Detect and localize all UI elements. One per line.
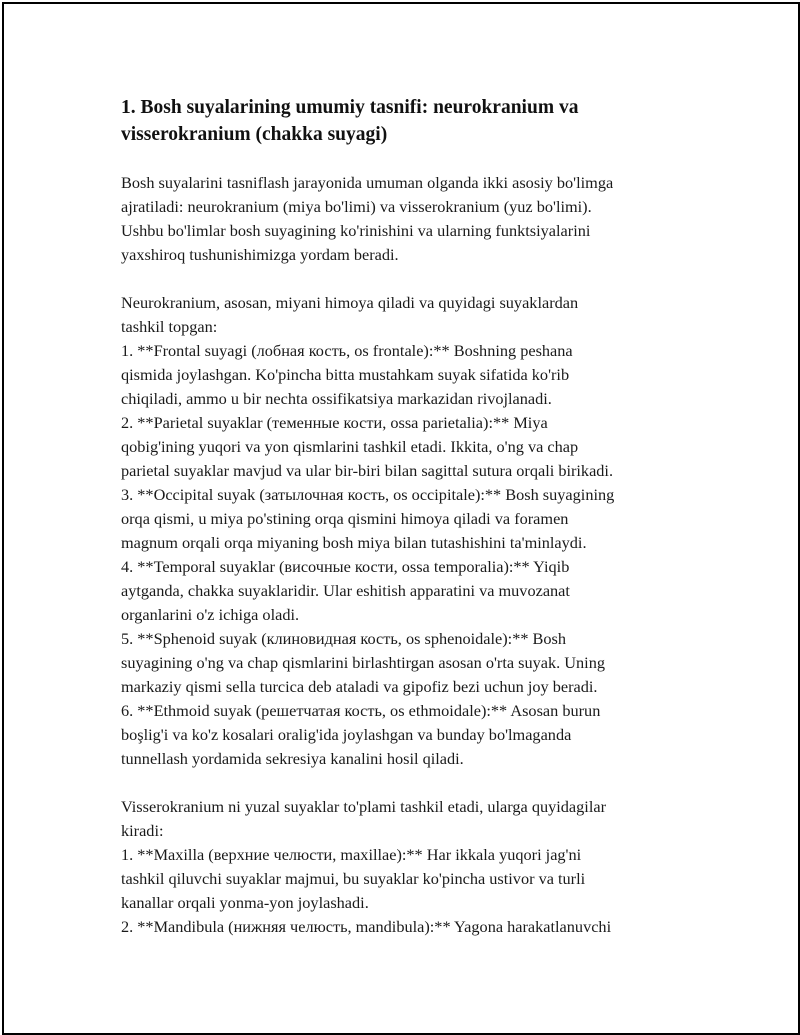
page	[2, 2, 800, 1035]
text-line: organlarini o'z ichiga oladi.	[121, 605, 300, 624]
visserokranium-paragraph	[121, 795, 691, 939]
text-line: qismida joylashgan. Ko'pincha bitta mustahkam suyak sifatida ko'rib	[121, 365, 570, 384]
text-line: chiqiladi, ammo u bir nechta ossifikatsiya markazidan rivojlanadi.	[121, 389, 552, 408]
text-line: suyagining o'ng va chap qismlarini birlashtirgan asosan o'rta suyak. Uning	[121, 653, 605, 672]
list-item: 4. **Temporal suyaklar (височные кости, ossa temporalia):** Yiqib	[121, 557, 570, 576]
paragraph-gap	[121, 267, 691, 291]
text-line: magnum orqali orqa miyaning bosh miya bilan tutashishini ta'minlaydi.	[121, 533, 587, 552]
intro-paragraph	[121, 171, 691, 267]
list-item: 1. **Frontal suyagi (лобная кость, os frontale):** Boshning peshana	[121, 341, 573, 360]
text-line: kanallar orqali yonma-yon joylashadi.	[121, 893, 369, 912]
list-item: 2. **Mandibula (нижняя челюсть, mandibula):** Yagona harakatlanuvchi	[121, 917, 612, 936]
text-line: Neurokranium, asosan, miyani himoya qiladi va quyidagi suyaklardan	[121, 293, 579, 312]
text-line: yaxshiroq tushunishimizga yordam beradi.	[121, 245, 399, 264]
list-item: 5. **Sphenoid suyak (клиновидная кость, os sphenoidale):** Bosh	[121, 629, 567, 648]
list-item: 6. **Ethmoid suyak (решетчатая кость, os ethmoidale):** Asosan burun	[121, 701, 601, 720]
section-title	[121, 94, 691, 148]
document-body	[121, 94, 691, 939]
text-line: Visserokranium ni yuzal suyaklar to'plami tashkil etadi, ularga quyidagilar	[121, 797, 606, 816]
text-line: Ushbu bo'limlar bosh suyagining ko'rinishini va ularning funktsiyalarini	[121, 221, 591, 240]
text-line: boşlig'i va ko'z kosalari oralig'ida joylashgan va bunday bo'lmaganda	[121, 725, 572, 744]
neurokranium-paragraph	[121, 291, 691, 771]
text-line: parietal suyaklar mavjud va ular bir-biri bilan sagittal sutura orqali birikadi.	[121, 461, 614, 480]
text-line: markaziy qismi sella turcica deb ataladi va gipofiz bezi uchun joy beradi.	[121, 677, 598, 696]
text-line: Bosh suyalarini tasniflash jarayonida umuman olganda ikki asosiy bo'limga	[121, 173, 614, 192]
text-line: orqa qismi, u miya po'stining orqa qismini himoya qiladi va foramen	[121, 509, 569, 528]
title-line: 1. Bosh suyalarining umumiy tasnifi: neurokranium va	[121, 97, 579, 118]
text-line: ajratiladi: neurokranium (miya bo'limi) va visserokranium (yuz bo'limi).	[121, 197, 592, 216]
list-item: 1. **Maxilla (верхние челюсти, maxillae):** Har ikkala yuqori jag'ni	[121, 845, 582, 864]
text-line: kiradi:	[121, 821, 164, 840]
text-line: qobig'ining yuqori va yon qismlarini tashkil etadi. Ikkita, o'ng va chap	[121, 437, 579, 456]
paragraph-gap	[121, 771, 691, 795]
list-item: 2. **Parietal suyaklar (теменные кости, ossa parietalia):** Miya	[121, 413, 548, 432]
text-line: tunnellash yordamida sekresiya kanalini hosil qiladi.	[121, 749, 464, 768]
text-line: tashkil topgan:	[121, 317, 218, 336]
text-line: tashkil qiluvchi suyaklar majmui, bu suyaklar ko'pincha ustivor va turli	[121, 869, 586, 888]
title-line: visserokranium (chakka suyagi)	[121, 124, 388, 145]
list-item: 3. **Occipital suyak (затылочная кость, os occipitale):** Bosh suyagining	[121, 485, 615, 504]
text-line: aytganda, chakka suyaklaridir. Ular eshitish apparatini va muvozanat	[121, 581, 570, 600]
